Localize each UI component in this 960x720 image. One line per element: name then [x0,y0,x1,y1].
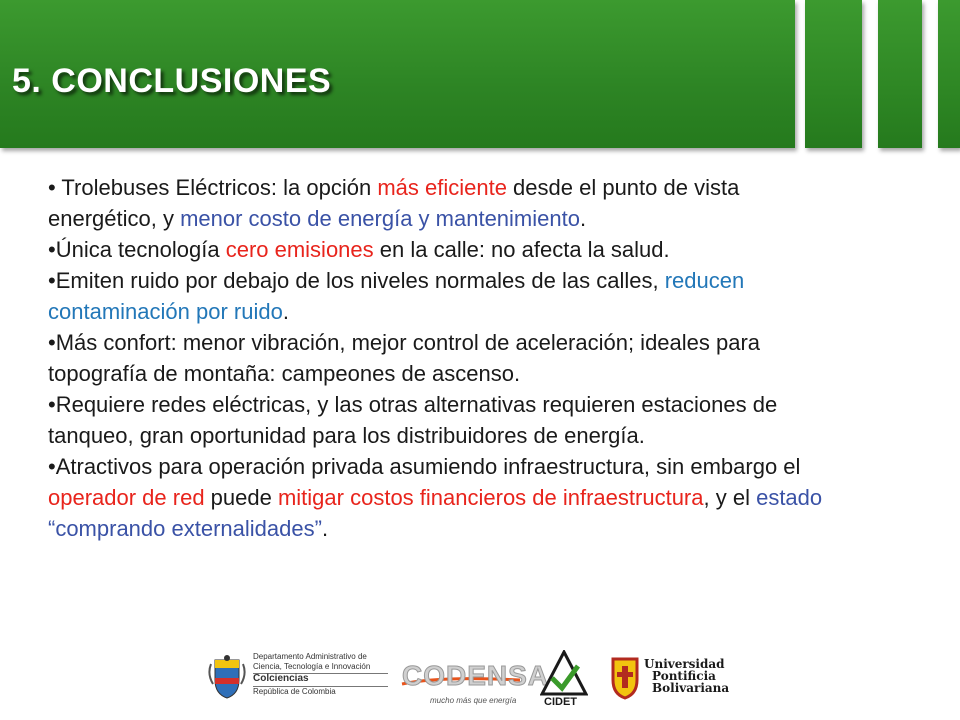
colciencias-line1: Departamento Administrativo de [253,652,367,661]
bullet-item [48,265,838,327]
upb-line1: Universidad [644,657,725,671]
bullet-item [48,389,838,451]
bullet-text-run: en la calle: no afecta la salud. [373,237,670,262]
bullet-item [48,234,838,265]
bullet-text-run: mitigar costos financieros de infraestructura [277,485,704,510]
colciencias-logo [205,648,385,708]
bullet-text-run: menor costo de energía y mantenimiento [180,206,580,231]
colciencias-name: Colciencias [253,673,309,684]
bullet-text-run: puede [204,485,278,510]
bullet-text-run: operador de red [48,485,205,510]
conclusions-list [48,172,838,544]
decor-bar-2 [878,0,922,148]
bullet-text-run: •Más confort: menor vibración, mejor control de aceleración; ideales para topografía de montaña: campeones de ascenso. [48,330,761,386]
bullet-text-run: . [321,516,329,541]
bullet-text-run: •Emiten ruido por debajo de los niveles normales de las calles, [48,268,665,293]
decor-bar-3 [938,0,960,148]
bullet-text-run: cero emisiones [225,237,374,262]
bullet-text-run: . [579,206,587,231]
cidet-name: CIDET [544,696,577,708]
codensa-name: CODENSA [402,660,550,691]
logo-strip [205,648,730,710]
bullet-item [48,172,838,234]
upb-line2: Pontificia [652,669,716,683]
bullet-text-run: , y el [703,485,757,510]
bullet-text-run: desde el punto de vista energético, y [48,175,740,231]
bullet-text-run: . [282,299,289,324]
bullet-item [48,451,838,544]
bullet-text-run: •Atractivos para operación privada asumiendo infraestructura, sin embargo el [48,454,801,479]
bullet-text-run: •Única tecnología [48,237,226,262]
colombia-coat-of-arms-icon [207,654,247,700]
bullet-text-run: •Requiere redes eléctricas, y las otras alternativas requieren estaciones de tanqueo, gran oportunidad para los distribuidores de energía. [48,392,778,448]
codensa-tagline: mucho más que energía [430,696,517,705]
colciencias-line2: Ciencia, Tecnología e Innovación [253,662,371,671]
bullet-text-run: más eficiente [377,175,507,200]
bullet-text-run: estado “comprando externalidades” [48,485,823,541]
bullet-text-run: reducen contaminación por ruido [48,268,745,324]
cidet-logo [540,648,590,710]
cidet-check-icon [540,650,588,698]
upb-shield-icon [610,656,640,700]
upb-line3: Bolivariana [652,681,730,695]
bullet-item [48,327,838,389]
decor-bar-1 [805,0,862,148]
codensa-logo [400,648,550,708]
slide-title: 5. CONCLUSIONES [12,62,332,100]
colciencias-country: República de Colombia [253,686,388,697]
upb-logo [610,648,730,708]
bullet-text-run: • Trolebuses Eléctricos: la opción [48,175,378,200]
